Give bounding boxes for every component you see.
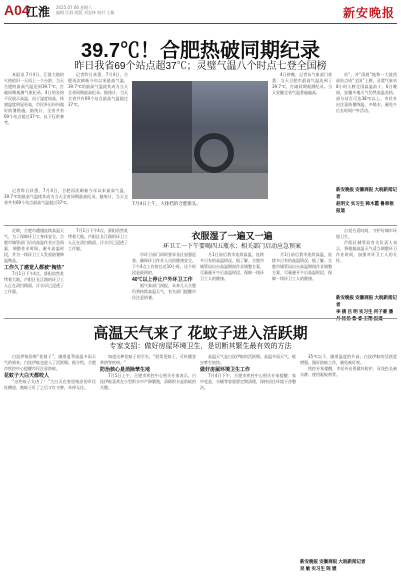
story3-subhead: 专家支招：做好房屋环境卫生，是切断其繁生最有效的方法	[109, 343, 292, 350]
lead-column-4: 站”，并“清展”地和一大波西部站点成“全国”上榜。灵璧气象站8小时入榜全国高温前十，6日晚间，安徽多地天气仍然高温炎热，部分站点可达38℃以上。市民外出注意防暑降温，多喝水，避免午后长时间户外活动。	[336, 72, 397, 113]
lead-column-1: 本报讯 7月4日，江淮大地的火热依旧一天再上一个台阶，当天合肥的最高气温达到39.7℃，打破同期观测气象纪录。4日的炎热不仅展示高温，由于湿度较高，体感温度明显更高，市民外出纷纷做好防暑措施。据统计，全省共有69个站点超过37℃，以下仅供参考。	[4, 72, 64, 125]
issue-date: 2025.07.06 星期六	[56, 5, 93, 10]
story2-subhead: 环卫工一下午要喝四五瓶水；相关部门启动应急预案	[162, 244, 301, 250]
story2-column-3: 月1日前后我市连续高温，连续多日有的高温情况，据了解，合肥市城管局出台高温期间作业调整方案，尽量避开午后高温时段，保障一线环卫工人的健康。	[200, 252, 264, 281]
lead-column-1b: 记者昨日获悉，7月4日，合肥再次刷新今年以来最高气温，39.7℃的最高气温使其成为当天全省同期最高纪录。据统计，当天全省共有69个站点最高气温超过37℃。	[4, 188, 128, 205]
lead-editor-credit	[336, 186, 397, 214]
photo-scooter-wheel	[194, 133, 234, 173]
section-divider-2	[4, 318, 397, 319]
story3-column-3: 高温天气是白纹伊蚊的活跃期。高温多雨天气，蚊虫孳生较快。 做好房屋环境卫生工作 7月4日下午，合肥市疾控中心相关专家提醒：家中花盆、水桶等容器要定期清理，保持居住环境干净整洁。	[200, 354, 296, 390]
story2-subtitle-2: 40℃以上停止户外环卫工作	[132, 277, 193, 283]
lead-headline: 39.7℃！合肥热破同期纪录	[81, 40, 320, 62]
page-number: A04	[4, 2, 30, 18]
masthead	[4, 2, 397, 24]
lead-column-2: 记者昨日获悉，7月4日，合肥再次刷新今年以来最高气温，39.7℃的最高气温使其成为当天全省同期最高纪录。据统计，当天全省共有69个站点最高气温超过37℃。	[68, 72, 128, 107]
story3-column-4: 35℃以下，随着温度的升高，白纹伊蚊的活跃度增强。做好防蚊工作，避免被叮咬。 疾控专家提醒，市民外出要做好防护，穿浅色长袖衣裤，使用驱蚊剂等。	[300, 354, 397, 377]
story2-editor-line-2: 李 倩 吕 明 实习生 何子豪 潘月 杨扬 鲁 睿 王翔 报道	[336, 309, 394, 321]
story3-editor-line-1: 新安晚报 安徽商报 大皖新闻记者	[300, 559, 366, 564]
story3-editor-credit	[300, 558, 397, 572]
story2-headline: 衣服湿了一遍又一遍	[191, 231, 273, 241]
story2-subtitle-1: 工作久了感觉人都被“掏热”	[4, 265, 64, 271]
story2-column-2: 市环卫部门同时要求各区加强巡查，确保环卫作业人员的健康安全。下午4点工作时长近10小时，这个时段是最热的。 40℃以上停止户外环卫工作 据气象部门预报，未来几天合肥仍将持续高温天气，有关部门提醒市民注意防暑。	[132, 252, 196, 300]
story2-column-1: 近期，合肥市遭遇连续高温天气，为了保障环卫工身体安全，合肥市城管部门启动高温作业应急预案，调整作业时间，避开高温时段，并为一线环卫工人发放防暑降温物品。 工作久了感觉人都被“掏热” 7月1日下午4点，骄阳依然炙烤着大地。芦阳区长江路的环卫工人正在清扫路面，汗水早已浸透了工作服。	[4, 228, 64, 294]
story3-subtitle-1: 花蚊子大白天都咬人	[4, 373, 50, 379]
story2-column-3b: 月1日前后我市连续高温，连续多日有的高温情况，据了解，合肥市城管局出台高温期间作业调整方案，尽量避开午后高温时段，保障一线环卫工人的健康。	[272, 252, 332, 281]
masthead-meta	[56, 5, 176, 15]
story2-editor-line-1: 新安晚报 安徽商报 大皖新闻记者	[336, 295, 397, 307]
lead-photo	[132, 81, 268, 199]
story3-column-2: 知道这种花蚊子的学名，“很常见蚊子，可传播登革热等疾病。” 防治核心是消除孳生地 7月5日上午，合肥市疾控中心相关专家表示，白纹伊蚊喜欢在小型积水中产卵繁殖，清除积水是防蚊的关键。	[100, 354, 196, 390]
newspaper-logo: 新安晚报	[342, 6, 395, 20]
story2-column-1c: 7月1日下午4点，骄阳依然炙烤着大地。芦阳区长江路的环卫工人正在清扫路面，汗水早已浸透了工作服。	[68, 228, 128, 251]
photo-ground	[132, 173, 268, 199]
story2-column-4: 自觉合适时间，守护好城市环境卫生。 芦阳区城管局有关负责人表示，将根据高温天气适当调整环卫作业时间，加强对环卫工人的关怀。	[336, 228, 397, 263]
story3-subtitle-2: 防治核心是消除孳生地	[100, 367, 151, 373]
photo-caption: 7月4日上午，大排档的合肥街头。	[132, 202, 201, 207]
editor-credits: 编辑 汪群 组版 刘忠林 校对 王璇	[56, 10, 115, 15]
story3-editor-line-2: 吴 敏 实习生 陈 媛	[300, 566, 337, 571]
section-title: 江淮	[26, 5, 51, 19]
story3-subtitle-3: 做好房屋环境卫生工作	[200, 367, 251, 373]
story3-headline: 高温天气来了 花蚊子进入活跃期	[93, 325, 308, 342]
lead-subhead: 昨日我省69个站点超37℃；灵璧气温八个时点七登全国榜	[74, 61, 327, 72]
section-divider	[4, 225, 397, 226]
lead-editor-line-2: 赵明文 实习生 韩木霞 鲁翠根报道	[336, 201, 394, 213]
lead-column-3: 4日傍晚，记者从气象部门获悉：当天合肥市最高气温达到了39.7℃，打破同期观测纪录。当天安徽全省气温普遍偏高。	[272, 72, 332, 95]
story3-column-1: 白纹伊蚊俗称“花蚊子”，随着夏季高温多雨天气的到来，白纹伊蚊也进入了活跃期。据介绍，合肥市疾控中心提醒市民注意防蚊。 花蚊子大白天都咬人 “这些蚊子太凶了！”大白天在家里纳凉的市民吐槽道，被蚊子叮了之后又红又肿，奇痒无比。	[4, 354, 96, 390]
lead-editor-line-1: 新安晚报 安徽商报 大皖新闻记者	[336, 187, 397, 199]
